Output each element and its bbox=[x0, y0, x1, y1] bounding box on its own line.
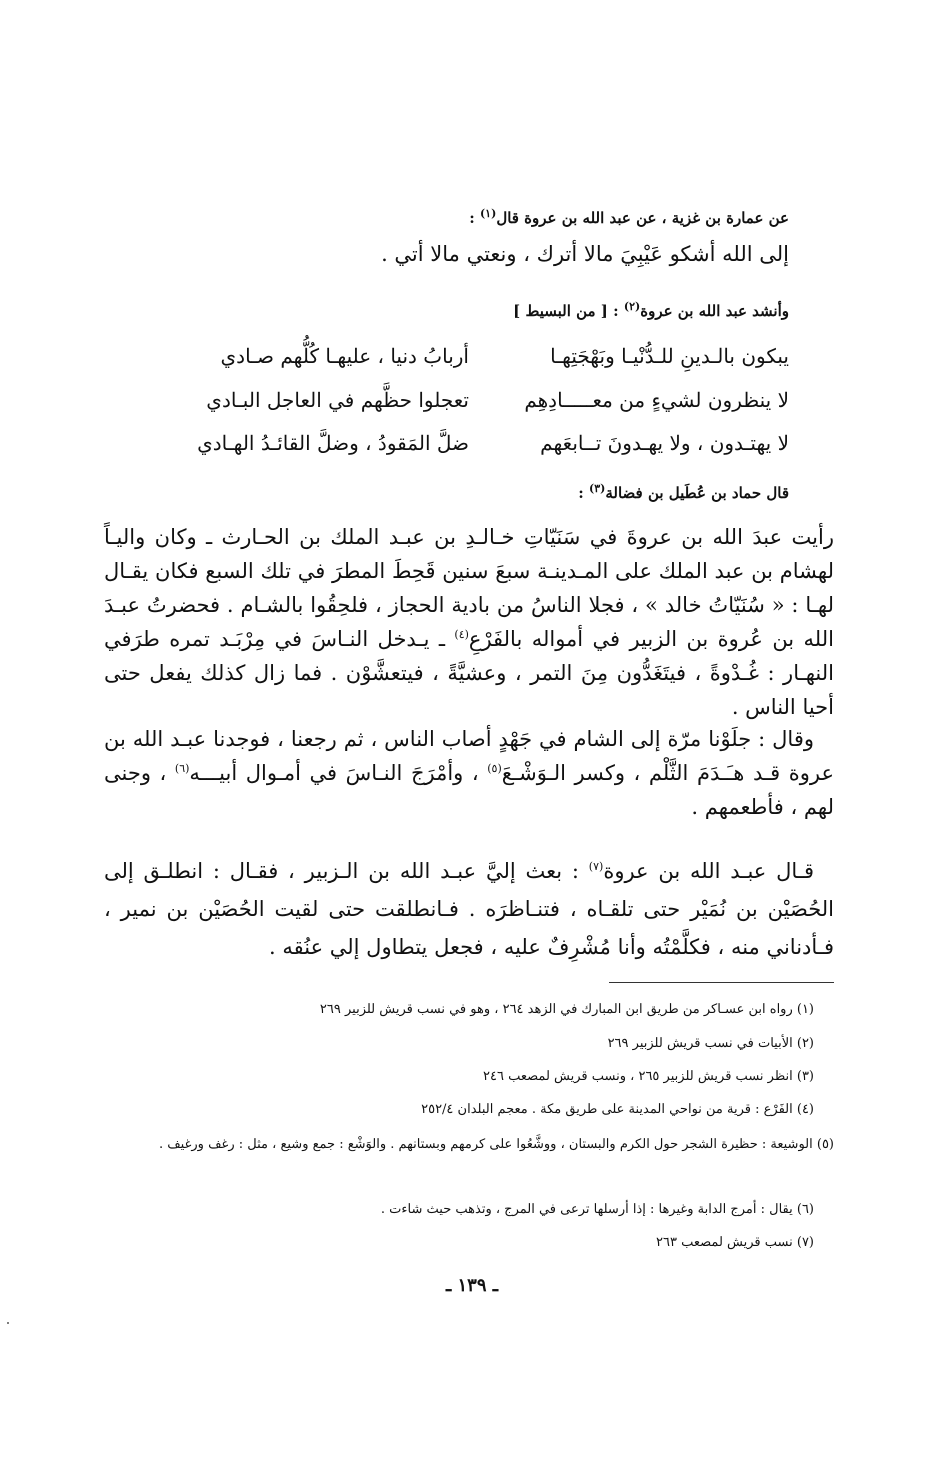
isnad-text: عن عمارة بن غزية ، عن عبد الله بن عروة قال bbox=[496, 209, 789, 227]
footnote-ref-4[interactable]: (٤) bbox=[454, 628, 469, 641]
paragraph-text: ، وأمْرَجَ النـاسَ في أمـوال أبيـــه bbox=[189, 761, 488, 785]
paragraph-3 bbox=[104, 852, 834, 966]
footnote-6: (٦) يقال : أمرج الدابة وغيرها : إذا أرسلها ترعى في المرج ، وتذهب حيث شاءت . bbox=[380, 1202, 814, 1217]
paragraph-text: رأيت عبدَ الله بن عروةَ في سَنَيّاتِ خـالـدِ بن عبـد الملك بن الحـارث ـ وكان واليـاً لهشام بن عبد الملك على المـدينـة سبعَ سنين قَحِطَ المطرَ في تلك السبع فكان يقـال لهـا : « سُنَيّاتُ خالد » ، فجلا الناسُ من بادية الحجاز ، فلحِقُوا بالشـام . فحضرتُ عبـدَ الله بن عُروة بن الزبير في أمواله بالفَرْعِ bbox=[104, 525, 834, 651]
verse-second-hemistich: تعجلوا حظَّهم في العاجل البـادي bbox=[206, 388, 469, 412]
footnote-4: (٤) الفَرْع : قرية من نواحي المدينة على طريق مكة . معجم البلدان ٢٥٢/٤ bbox=[421, 1102, 814, 1117]
footnote-7: (٧) نسب قريش لمصعب ٢٦٣ bbox=[656, 1235, 814, 1250]
footnote-ref-1[interactable]: (١) bbox=[479, 207, 497, 220]
paragraph-text: : بعث إليَّ عبـد الله بن الـزبير ، فقـال : انطلـق إلى الحُصَيْن بن نُمَيْر حتى تلقـاه ، فتنـاظرَه . فـانطلقت حتى لقيت الحُصَيْن بن نمير ، فـأدناني منه ، فكلَّمْتُه وأنا مُشْرِفٌ عليه ، فجعل يتطاول إلي عنُقه . bbox=[104, 859, 834, 959]
footnote-5: (٥) الوشيعة : حظيرة الشجر حول الكرم والبستان ، ووشَّعُوا على كرمهم وبستانهم . والوَشْع : جمع وشيع ، مثل : رغف ورغيف . bbox=[158, 1137, 834, 1152]
paragraph-text: قـال عبـد الله بن عروة bbox=[603, 859, 814, 883]
isnad-line-1 bbox=[469, 209, 789, 227]
paragraph-text: ـ يـدخل النـاسَ في مِرْبَـد تمره طرَفي النهـار : غُـدْوةً ، فيتَغَدُّون مِنَ التمر ، وعشيَّةً ، فيتعشَّوْن . فما زال كذلك يفعل حتى أحيا الناس . bbox=[104, 627, 834, 719]
verse-row bbox=[206, 388, 789, 424]
meter-label: : [ من البسيط ] bbox=[513, 302, 624, 320]
footnote-separator bbox=[609, 982, 834, 983]
footnote-3: (٣) انظر نسب قريش للزبير ٢٦٥ ، ونسب قريش لمصعب ٢٤٦ bbox=[483, 1069, 814, 1084]
paragraph-text: وقال : جلَوْنا مرّة إلى الشام في جَهْدٍ أصاب الناس ، ثم رجعنا ، فوجدنا عبـد الله بن عروة قـد هـَـدَمَ الثَّلْم ، وكسر الـوَشْـعَ bbox=[104, 727, 835, 785]
isnad-colon: : bbox=[578, 484, 589, 502]
scan-speck bbox=[7, 1322, 9, 1324]
footnote-ref-7[interactable]: (٧) bbox=[588, 860, 604, 873]
footnote-ref-6[interactable]: (٦) bbox=[174, 762, 190, 775]
isnad-line-3 bbox=[578, 484, 789, 502]
footnote-ref-2[interactable]: (٢) bbox=[623, 300, 641, 313]
footnote-ref-5[interactable]: (٥) bbox=[487, 762, 502, 775]
quote-line: إلى الله أشكو عَيْبِيَ مالا أترك ، ونعتي مالا أتي . bbox=[381, 242, 789, 266]
isnad-text: وأنشد عبد الله بن عروة bbox=[640, 302, 789, 320]
verse-first-hemistich: لا يهتـدون ، ولا يهـدونَ تــابعَهم bbox=[540, 431, 789, 455]
footnote-ref-3[interactable]: (٣) bbox=[589, 482, 606, 495]
isnad-line-2 bbox=[513, 302, 789, 320]
footnote-1: (١) رواه ابن عسـاكر من طريق ابن المبارك في الزهد ٢٦٤ ، وهو في نسب قريش للزبير ٢٦٩ bbox=[319, 1002, 814, 1017]
verse-second-hemistich: ضلَّ المَقودُ ، وضلَّ القائـدُ الهـادي bbox=[197, 431, 469, 455]
verse-row bbox=[209, 344, 789, 380]
isnad-text: قال حماد بن عُطَيل بن فضالة bbox=[605, 484, 789, 502]
verse-second-hemistich: أربابُ دنيا ، عليهـا كُلُّهم صـادي bbox=[220, 344, 469, 368]
verse-first-hemistich: لا ينظرون لشيءٍ من معـــــادِهِم bbox=[524, 388, 789, 412]
isnad-colon: : bbox=[469, 209, 480, 227]
verse-row bbox=[197, 431, 789, 467]
paragraph-2 bbox=[104, 722, 834, 824]
paragraph-text: ، وجنى لهم ، فأطعمهم . bbox=[104, 761, 834, 819]
footnote-2: (٢) الأبيات في نسب قريش للزبير ٢٦٩ bbox=[607, 1036, 814, 1051]
verse-first-hemistich: يبكون بالـدينِ للـدُّنْيـا وبَهْجَتِهـا bbox=[550, 344, 789, 368]
page-number: ـ ١٣٩ ـ bbox=[445, 1275, 499, 1296]
paragraph-1 bbox=[104, 520, 834, 724]
